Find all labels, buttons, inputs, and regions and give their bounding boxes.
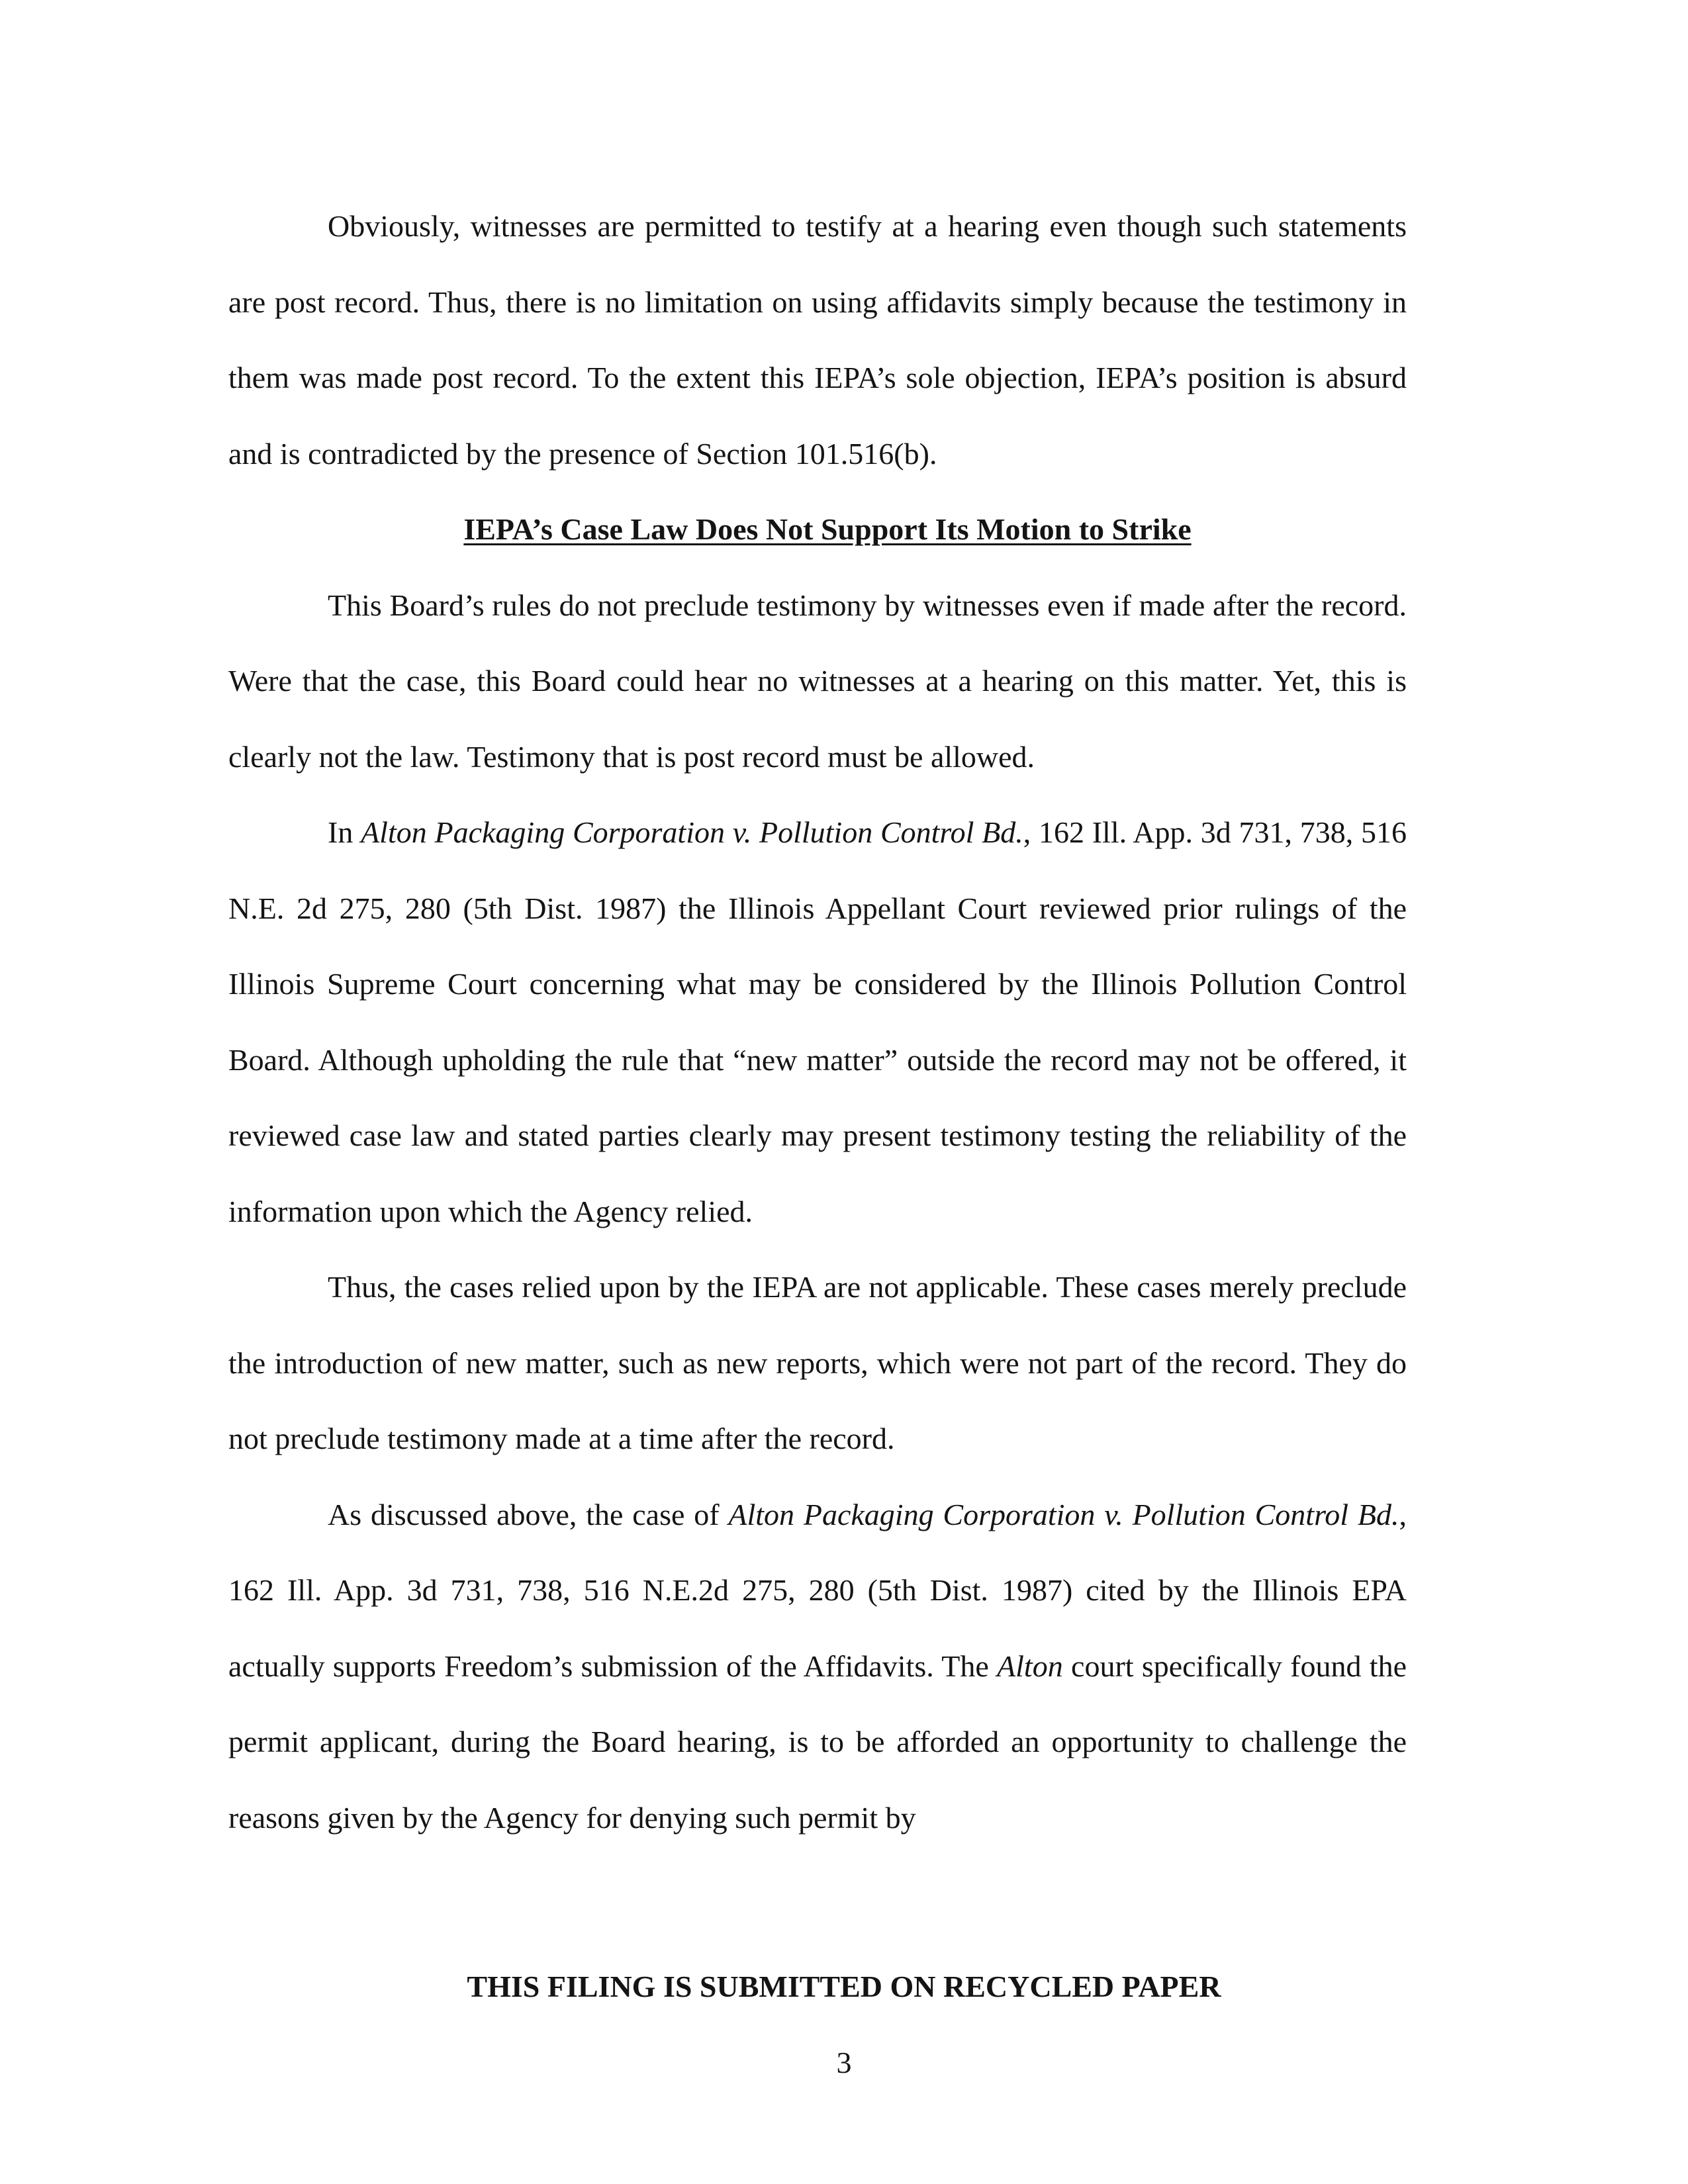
paragraph-alton-review: [228, 795, 1407, 1250]
text-body: , 162 Ill. App. 3d 731, 738, 516 N.E.2d 275, 280 (5th Dist. 1987) cited by the Illinois EPA actually supports Freedom’s submission of the Affidavits. The: [228, 1497, 1407, 1683]
text-body: court specifically found the permit applicant, during the Board hearing, is to be afforded an opportunity to challenge the reasons given by the Agency for denying such permit by: [228, 1649, 1407, 1835]
paragraph-witnesses: Obviously, witnesses are permitted to testify at a hearing even though such statements are post record. Thus, there is no limitation on using affidavits simply because the testimony in them was made post record. To the extent this IEPA’s sole objection, IEPA’s position is absurd and is contradicted by the presence of Section 101.516(b).: [228, 209, 1407, 471]
case-citation: Alton Packaging Corporation v. Pollution Control Bd.: [361, 815, 1023, 849]
paragraph-board-rules: This Board’s rules do not preclude testimony by witnesses even if made after the record. Were that the case, this Board could hear no witnesses at a hearing on this matter. Yet, this is clearly not the law. Testimony that is post record must be allowed.: [228, 588, 1407, 774]
paragraph-cases-not-applicable: Thus, the cases relied upon by the IEPA are not applicable. These cases merely preclude the introduction of new matter, such as new reports, which were not part of the record. They do not preclude testimony made at a time after the record.: [228, 1270, 1407, 1455]
text-intro: As discussed above, the case of: [328, 1497, 729, 1531]
text-body: , 162 Ill. App. 3d 731, 738, 516 N.E. 2d 275, 280 (5th Dist. 1987) the Illinois Appellant Court reviewed prior rulings of the Illinois Supreme Court concerning what may be considered by the Illinois Pollution Control Board. Although upholding the rule that “new matter” outside the record may not be offered, it reviewed case law and stated parties clearly may present testimony testing the reliability of the information upon which the Agency relied.: [228, 815, 1407, 1228]
case-short-name: Alton: [997, 1649, 1063, 1683]
recycled-paper-notice: THIS FILING IS SUBMITTED ON RECYCLED PAPER: [467, 1970, 1221, 2003]
document-body: [228, 189, 1407, 1856]
page-number: 3: [836, 2046, 852, 2079]
text-intro: In: [328, 815, 361, 849]
section-heading: IEPA’s Case Law Does Not Support Its Motion to Strike: [463, 512, 1192, 546]
paragraph-alton-supports: [228, 1477, 1407, 1856]
case-citation: Alton Packaging Corporation v. Pollution Control Bd.: [728, 1497, 1399, 1531]
